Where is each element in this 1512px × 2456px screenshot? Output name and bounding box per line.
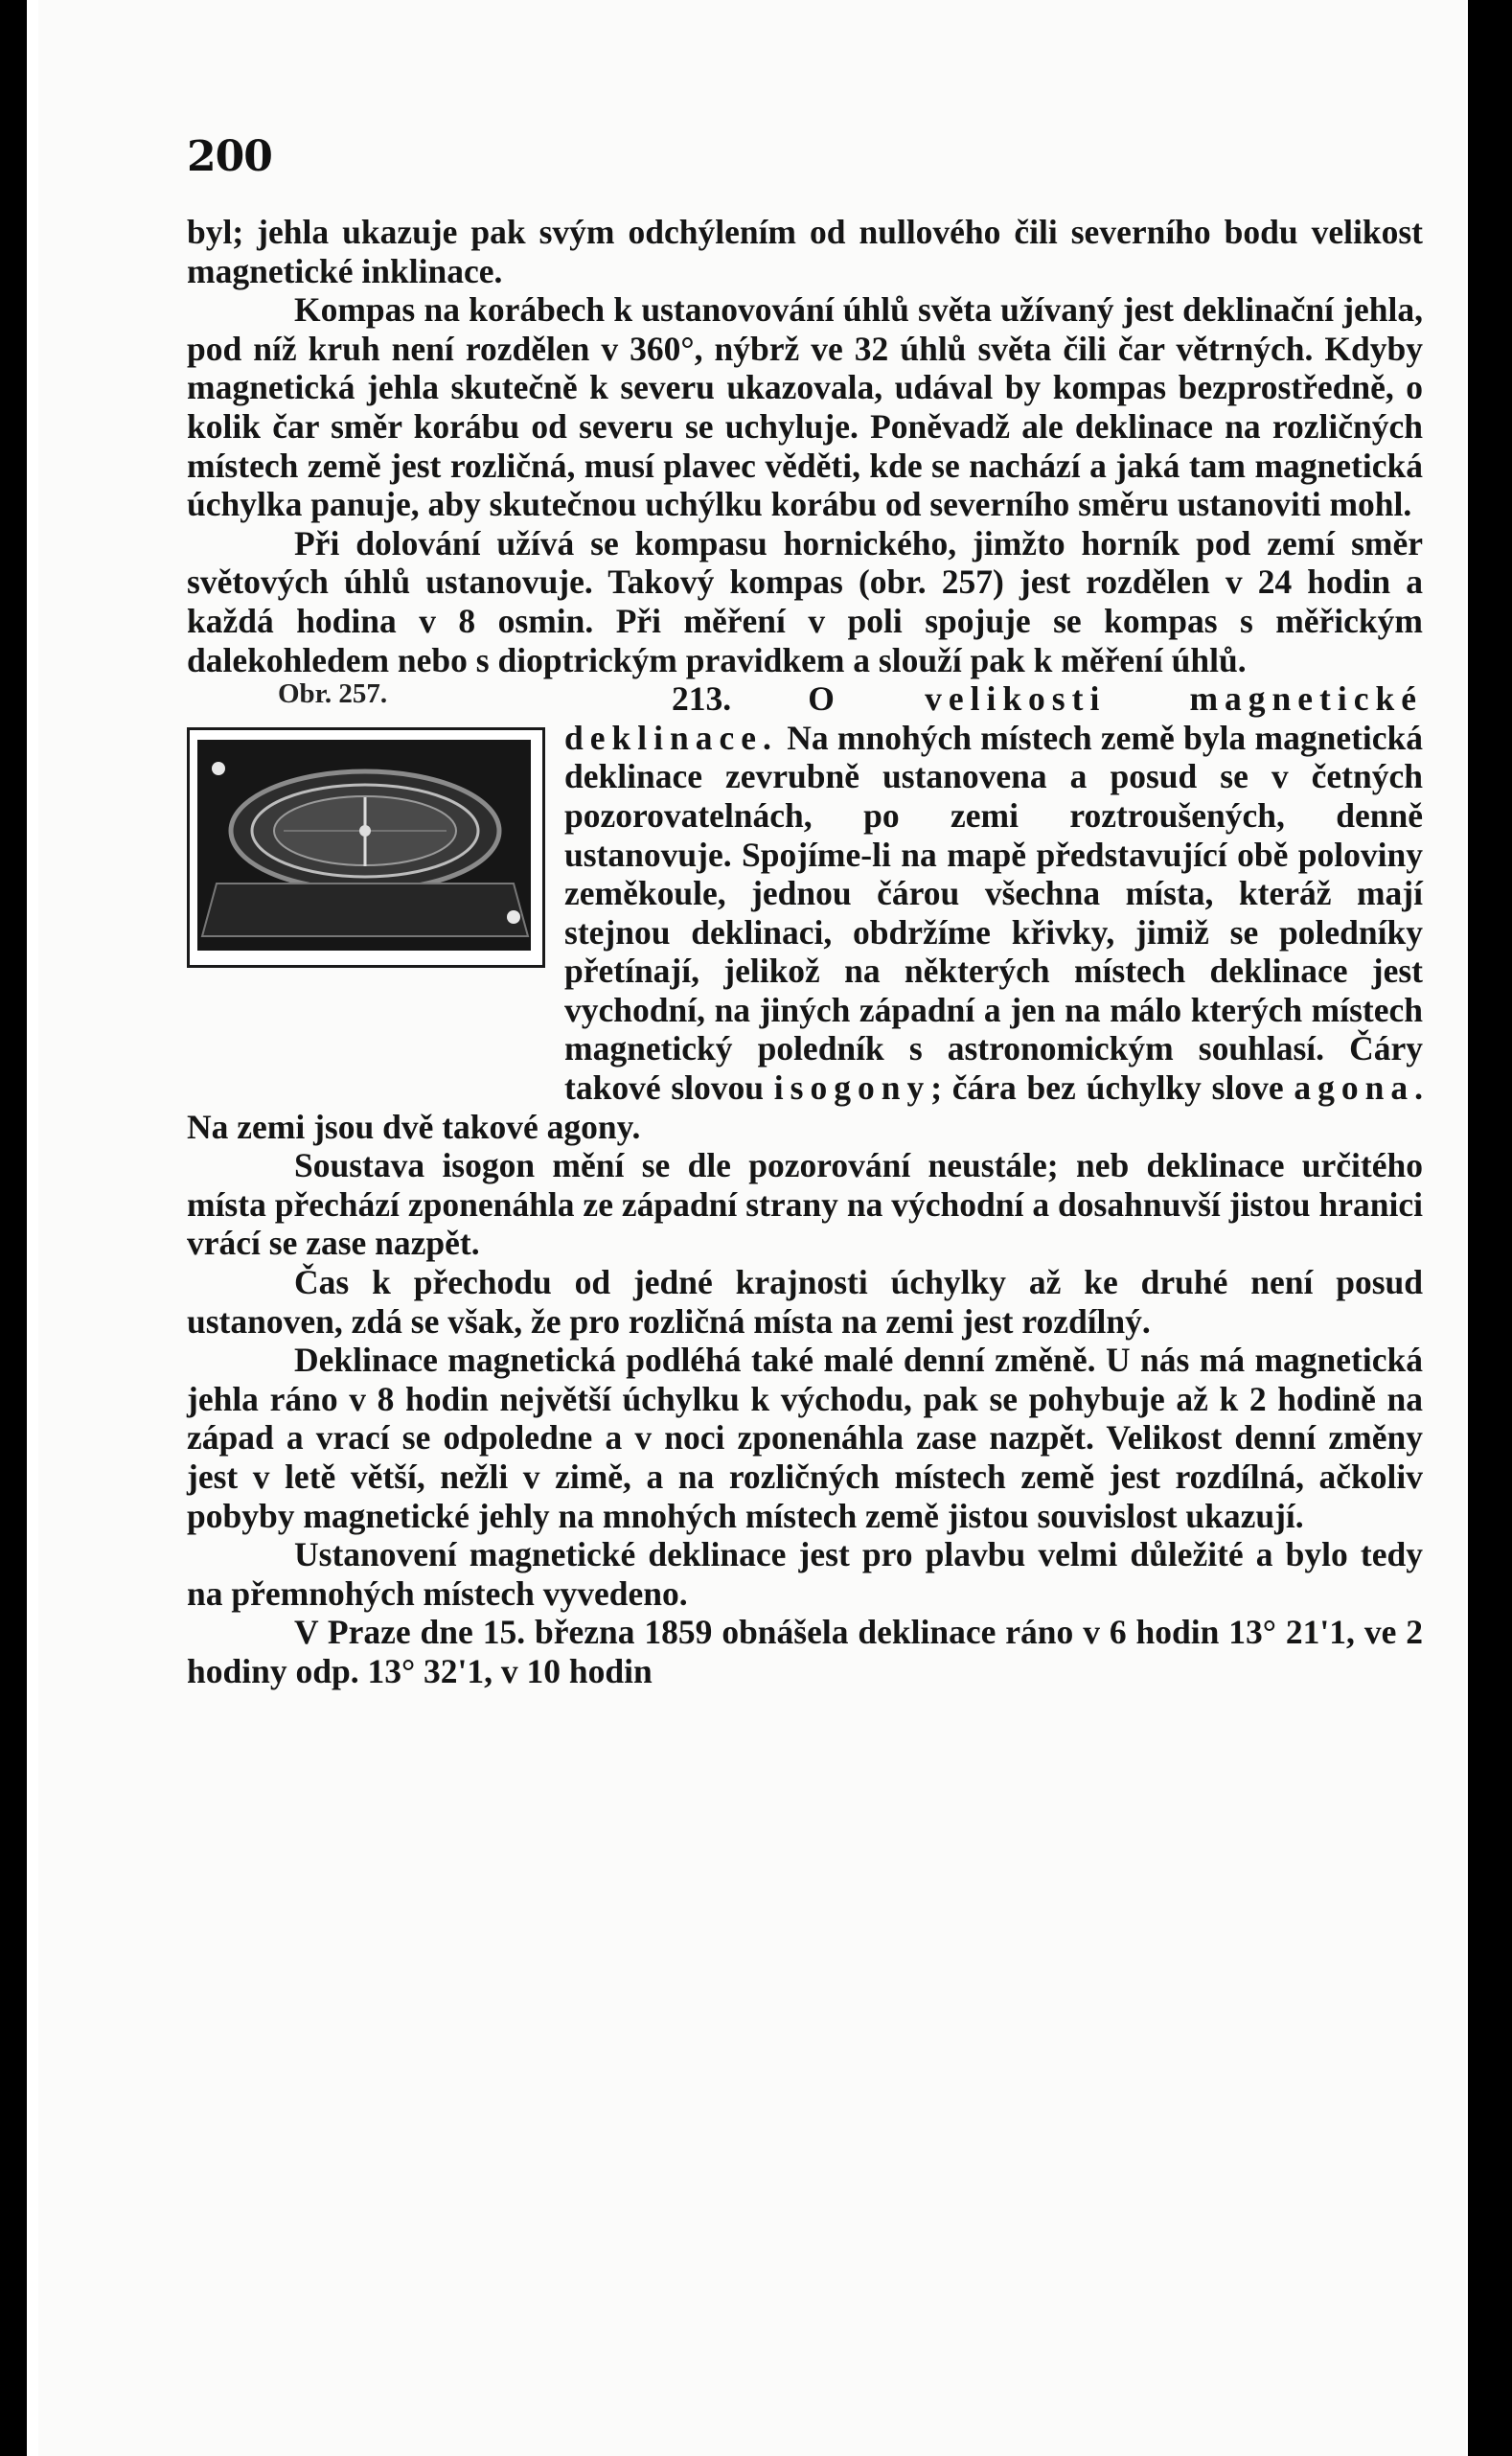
figure-image-frame [187,727,545,968]
paragraph-4-end: . Na zemi jsou dvě takové agony. [187,1068,1424,1146]
figure-caption: Obr. 257. [278,678,388,710]
section-title: O velikosti magnetické deklinace. [564,679,1423,757]
paragraph-4-text: Na mnohých místech země byla magnetická deklinace zevrubně ustanovena a posud se v četných pozorovatelnách, po zemi roztroušených, denně ustanovuje. Spojíme-li na mapě představující obě poloviny zeměkoule, jednou čárou všechna místa, kteráž mají stejnou deklinaci, obdržíme křivky, jimiž se poledníky přetínají, jelikož na některých místech deklinace jest vychodní, na jiných západní a jen na málo kterých místech magnetický poledník s astronomickým souhlasí. Čáry takové slovou [564,718,1424,1108]
paragraph-8: Ustanovení magnetické deklinace jest pro plavbu velmi důležité a bylo tedy na přemnohých místech vyvedeno. [187,1535,1423,1613]
paragraph-2: Kompas na korábech k ustanovování úhlů světa užívaný jest deklinační jehla, pod níž kruh není rozdělen v 360°, nýbrž ve 32 úhlů světa čili čar větrných. Kdyby magnetická jehla skutečně k severu ukazovala, udával by kompas bezprostředně, o kolik čar směr korábu od severu se uchyluje. Poněvadž ale deklinace na rozličných místech země jest rozličná, musí plavec věděti, kde se nachází a jaká tam magnetická úchylka panuje, aby skutečnou uchýlku korábu od severního směru ustanoviti mohl. [187,290,1423,524]
compass-illustration [197,740,531,951]
paragraph-9: V Praze dne 15. března 1859 obnášela deklinace ráno v 6 hodin 13° 21'1, ve 2 hodiny odp. 13° 32'1, v 10 hodin [187,1613,1423,1690]
page-number: 200 [187,132,272,181]
scan-border-right [1468,0,1512,2456]
paragraph-5: Soustava isogon mění se dle pozorování neustále; neb deklinace určitého místa přechází zponenáhla ze západní strany na východní a dosahnuvší jistou hranici vrácí se zase nazpět. [187,1146,1423,1263]
term-isogony: isogony [773,1068,931,1108]
paragraph-6: Čas k přechodu od jedné krajnosti úchylky až ke druhé není posud ustanoven, zdá se však, že pro rozličná místa na zemi jest rozdílný. [187,1263,1423,1341]
section-number: 213. [672,679,732,719]
paragraph-4-mid: ; čára bez úchylky slove [930,1068,1284,1108]
compass-drawing [197,740,531,951]
figure-257 [187,679,547,1070]
paragraph-1: byl; jehla ukazuje pak svým odchýlením od nullového čili severního bodu velikost magnetické inklinace. [187,213,1423,290]
paragraph-7: Deklinace magnetická podléhá také malé denní změně. U nás má magnetická jehla ráno v 8 hodin největší úchylku k východu, pak se pohybuje až k 2 hodině na západ a vrací se odpoledne a v noci zponenáhla zase nazpět. Velikost denní změny jest v letě větší, nežli v zimě, a na rozličných místech země jest rozdílná, ačkoliv pobyby magnetické jehly na mnohých místech země jistou souvislost ukazují. [187,1341,1423,1535]
paragraph-3 [187,524,1423,679]
page-text [187,213,1423,1691]
paragraph-3-text: Při dolování užívá se kompasu hornického, jimžto horník pod zemí směr světových úhlů ustanovuje. Takový kompas (obr. 257) jest rozdělen v 24 hodin a každá hodina v 8 osmin. Při měření v poli spojuje se kompas s měřickým dalekohledem nebo s dioptrickým pravidkem a slouží pak k měření úhlů. [187,523,1423,679]
term-agona: agona [1294,1068,1415,1108]
scan-border-left [0,0,27,2456]
